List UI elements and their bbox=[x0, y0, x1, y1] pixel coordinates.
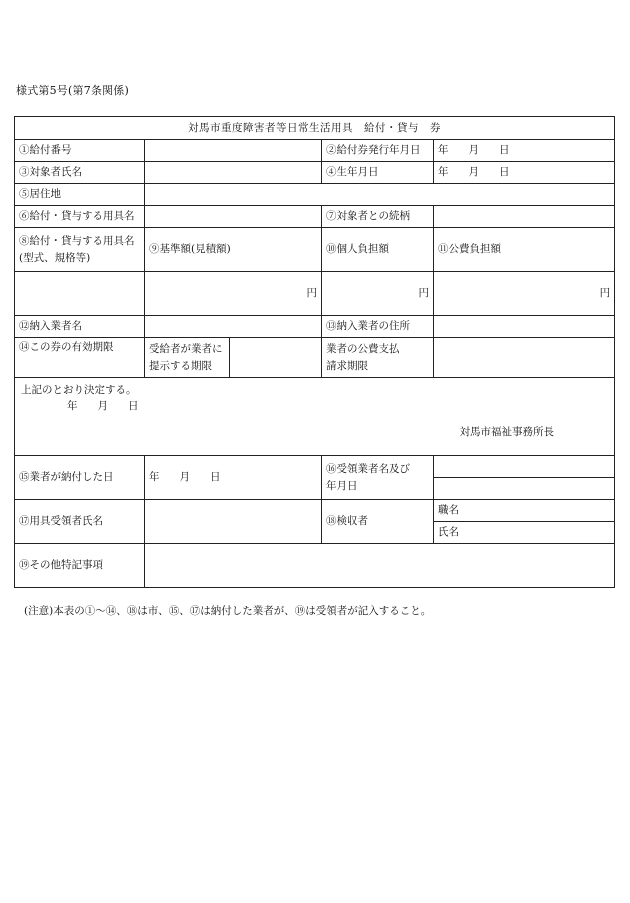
label-name: ③対象者氏名 bbox=[15, 162, 145, 184]
title-row bbox=[15, 117, 615, 140]
relationship-value[interactable] bbox=[434, 206, 615, 228]
label-present-deadline: 受給者が業者に 提示する期限 bbox=[145, 338, 230, 378]
decision-date[interactable]: 年 月 日 bbox=[67, 400, 139, 413]
decision-text: 上記のとおり決定する。 bbox=[21, 384, 137, 396]
label-receiver-supplier: ⑯受領業者名及び 年月日 bbox=[322, 456, 434, 500]
inspector-name-field[interactable]: 氏名 bbox=[434, 522, 615, 544]
row-remarks bbox=[15, 544, 615, 588]
label-equipment: ⑥給付・貸与する用具名 bbox=[15, 206, 145, 228]
voucher-table bbox=[14, 116, 615, 588]
label-number: ①給付番号 bbox=[15, 140, 145, 162]
label-equipment-spec: ⑧給付・貸与する用具名 (型式、規格等) bbox=[15, 228, 145, 272]
equipment-spec-value[interactable] bbox=[15, 272, 145, 316]
supplier-name-value[interactable] bbox=[145, 316, 322, 338]
row-delivery-a bbox=[15, 456, 615, 478]
label-validity: ⑭この券の有効期限 bbox=[15, 338, 145, 378]
public-burden-value[interactable]: 円 bbox=[434, 272, 615, 316]
label-public-burden: ⑪公費負担額 bbox=[434, 228, 615, 272]
inspector-title-field[interactable]: 職名 bbox=[434, 500, 615, 522]
label-inspector: ⑱検収者 bbox=[322, 500, 434, 544]
row-name bbox=[15, 162, 615, 184]
label-delivery-date: ⑮業者が納付した日 bbox=[15, 456, 145, 500]
label-claim-deadline: 業者の公費支払 請求期限 bbox=[322, 338, 434, 378]
footer-note: (注意)本表の①～⑭、⑱は市、⑮、⑰は納付した業者が、⑲は受領者が記入すること。 bbox=[24, 605, 432, 617]
address-value[interactable] bbox=[145, 184, 615, 206]
label-supplier-name: ⑫納入業者名 bbox=[15, 316, 145, 338]
row-amounts bbox=[15, 272, 615, 316]
birthdate-value[interactable]: 年 月 日 bbox=[434, 162, 615, 184]
label-issue-date: ②給付券発行年月日 bbox=[322, 140, 434, 162]
name-value[interactable] bbox=[145, 162, 322, 184]
personal-burden-value[interactable]: 円 bbox=[322, 272, 434, 316]
row-decision bbox=[15, 378, 615, 456]
row-supplier bbox=[15, 316, 615, 338]
label-recipient-name: ⑰用具受領者氏名 bbox=[15, 500, 145, 544]
remarks-value[interactable] bbox=[145, 544, 615, 588]
label-supplier-address: ⑬納入業者の住所 bbox=[322, 316, 434, 338]
issue-date-value[interactable]: 年 月 日 bbox=[434, 140, 615, 162]
form-title: 対馬市重度障害者等日常生活用具 給付・貸与 券 bbox=[15, 117, 615, 140]
row-validity bbox=[15, 338, 615, 378]
row-address bbox=[15, 184, 615, 206]
supplier-address-value[interactable] bbox=[434, 316, 615, 338]
claim-deadline-value[interactable] bbox=[434, 338, 615, 378]
decision-block bbox=[15, 378, 615, 456]
delivery-date-value[interactable]: 年 月 日 bbox=[145, 456, 322, 500]
row-number bbox=[15, 140, 615, 162]
row-amount-headers bbox=[15, 228, 615, 272]
row-recipient-a bbox=[15, 500, 615, 522]
receiver-supplier-date-value[interactable] bbox=[434, 478, 615, 500]
receiver-supplier-name-value[interactable] bbox=[434, 456, 615, 478]
label-relationship: ⑦対象者との続柄 bbox=[322, 206, 434, 228]
row-equipment bbox=[15, 206, 615, 228]
label-standard-amount: ⑨基準額(見積額) bbox=[145, 228, 322, 272]
label-address: ⑤居住地 bbox=[15, 184, 145, 206]
number-value[interactable] bbox=[145, 140, 322, 162]
form-label: 様式第5号(第7条関係) bbox=[16, 84, 129, 97]
equipment-value[interactable] bbox=[145, 206, 322, 228]
present-deadline-value[interactable] bbox=[230, 338, 322, 378]
label-personal-burden: ⑩個人負担額 bbox=[322, 228, 434, 272]
recipient-name-value[interactable] bbox=[145, 500, 322, 544]
standard-amount-value[interactable]: 円 bbox=[145, 272, 322, 316]
label-remarks: ⑲その他特記事項 bbox=[15, 544, 145, 588]
label-birthdate: ④生年月日 bbox=[322, 162, 434, 184]
office-name: 対馬市福祉事務所長 bbox=[459, 426, 555, 438]
